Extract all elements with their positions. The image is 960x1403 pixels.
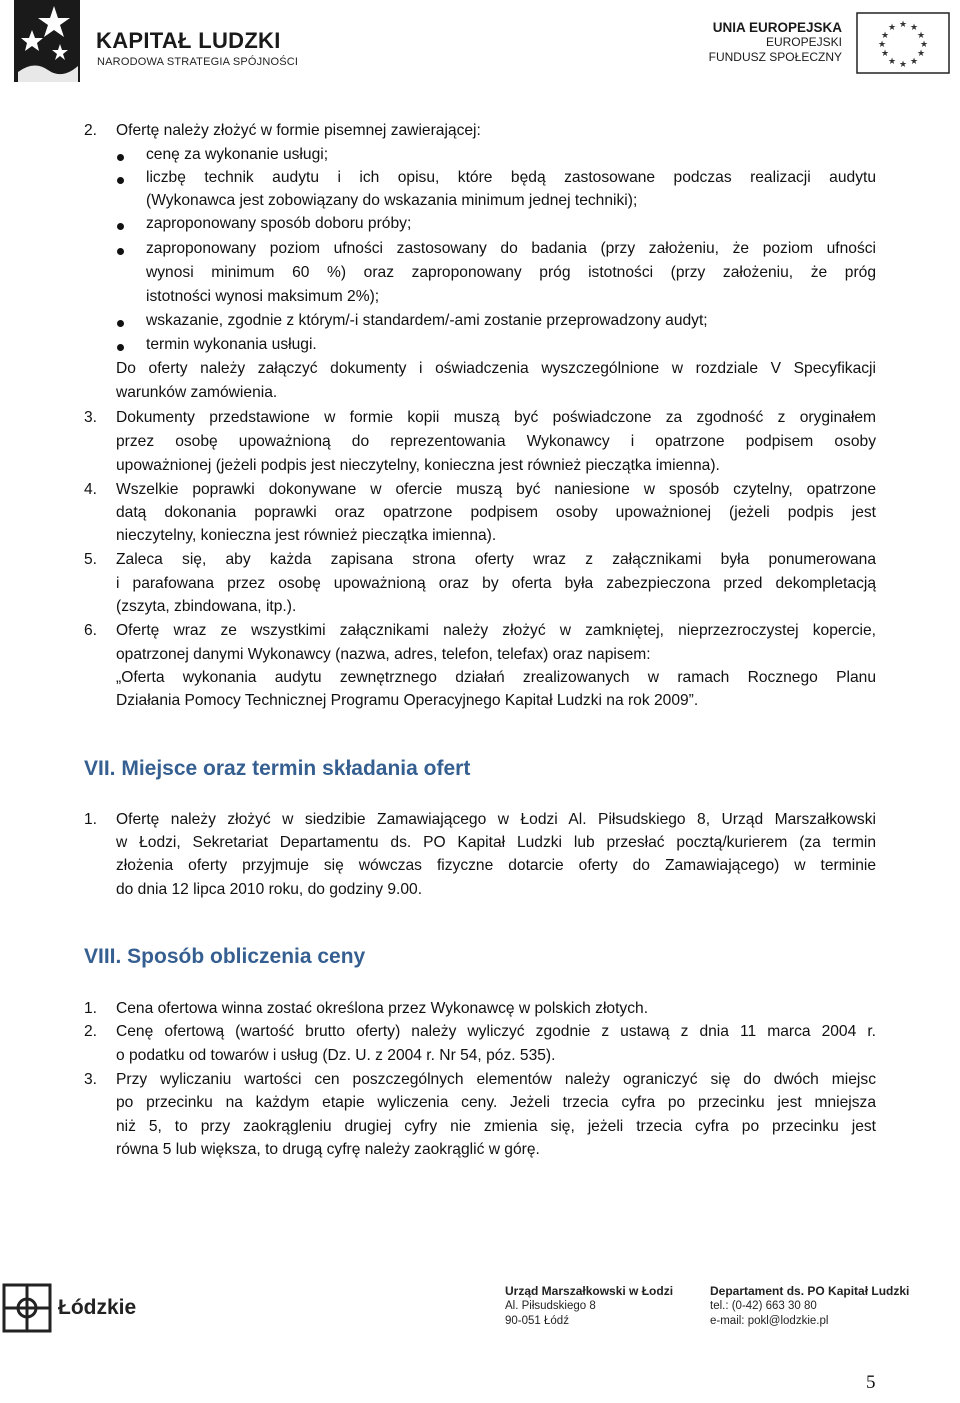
- page-number: 5: [866, 1372, 876, 1393]
- svg-text:★: ★: [898, 60, 908, 70]
- eu-fund-label: [709, 20, 842, 65]
- bullet-icon: [117, 223, 124, 230]
- bullet-text: zaproponowany poziom ufności zastosowany do badania (przy założeniu, że poziom ufności: [146, 240, 876, 257]
- bullet-icon: [117, 248, 124, 255]
- paragraph-line: warunków zamówienia.: [116, 384, 278, 401]
- office-address: [505, 1284, 673, 1329]
- paragraph-line: w Łodzi, Sekretariat Departamentu ds. PO Kapitał Ludzki lub przesłać pocztą/kurierem (za termin: [116, 834, 876, 851]
- paragraph-line: przez osobę upoważnioną do reprezentowania Wykonawcy i opatrzone podpisem osoby: [116, 433, 876, 450]
- item-number: 2.: [84, 122, 98, 139]
- bullet-text: cenę za wykonanie usługi;: [146, 146, 329, 163]
- item-number: 4.: [84, 481, 98, 498]
- section-heading: VIII. Sposób obliczenia ceny: [84, 945, 366, 968]
- department-phone: tel.: (0-42) 663 30 80: [710, 1300, 817, 1312]
- bullet-text: zaproponowany sposób doboru próby;: [146, 215, 412, 232]
- bullet-icon: [117, 177, 124, 184]
- paragraph-line: niż 5, to przy zaokrągleniu drugiej cyfry nie zmienia się, jeżeli trzecia cyfra po przecinku jest: [116, 1118, 876, 1135]
- paragraph-line: (zszyta, zbindowana, itp.).: [116, 598, 297, 615]
- bullet-text: wskazanie, zgodnie z którym/-i standardem/-ami zostanie przeprowadzony audyt;: [146, 312, 708, 329]
- paragraph-line: do dnia 12 lipca 2010 roku, do godziny 9.00.: [116, 881, 423, 898]
- paragraph-line: i parafowana przez osobę upoważnioną oraz by oferta była zabezpieczona przed dekompletacją: [116, 575, 876, 592]
- office-name: Urząd Marszałkowski w Łodzi: [505, 1284, 674, 1298]
- bullet-icon: [117, 344, 124, 351]
- paragraph-line: o podatku od towarów i usług (Dz. U. z 2004 r. Nr 54, póz. 535).: [116, 1047, 556, 1064]
- paragraph-line: datą dokonania poprawki oraz opatrzone podpisem osoby upoważnionej (jeżeli podpis jest: [116, 504, 876, 521]
- bullet-text-continued: (Wykonawca jest zobowiązany do wskazania minimum jednej techniki);: [146, 192, 638, 209]
- department-name: Departament ds. PO Kapitał Ludzki: [710, 1284, 910, 1298]
- bullet-icon: [117, 154, 124, 161]
- svg-text:★: ★: [880, 31, 890, 41]
- paragraph-line: Dokumenty przedstawione w formie kopii muszą być poświadczone za zgodność z oryginałem: [116, 409, 876, 426]
- svg-text:★: ★: [887, 57, 897, 67]
- item-number: 5.: [84, 551, 98, 568]
- item-number: 1.: [84, 1000, 98, 1017]
- eu-label-line3: FUNDUSZ SPOŁECZNY: [708, 50, 842, 64]
- paragraph-line: „Oferta wykonania audytu zewnętrznego działań zrealizowanych w ramach Rocznego Planu: [116, 669, 876, 686]
- svg-text:★: ★: [898, 20, 908, 30]
- item-number: 1.: [84, 811, 98, 828]
- paragraph-line: upoważnionej (jeżeli podpis jest nieczytelny, konieczna jest również pieczątka imienna).: [116, 457, 720, 474]
- office-address-line2: 90-051 Łódź: [505, 1315, 569, 1327]
- paragraph-line: złożenia oferty przyjmuje się wówczas fizyczne dotarcie oferty do Zamawiającego) w terminie: [116, 857, 876, 874]
- svg-text:★: ★: [916, 31, 926, 41]
- svg-text:★: ★: [909, 57, 919, 67]
- paragraph-line: Ofertę należy złożyć w siedzibie Zamawiającego w Łodzi Al. Piłsudskiego 8, Urząd Marszałkowski: [116, 811, 876, 828]
- paragraph-line: po przecinku na każdym etapie wyliczenia ceny. Jeżeli trzecia cyfra po przecinku jest mniejsza: [116, 1094, 876, 1111]
- svg-text:★: ★: [880, 49, 890, 59]
- item-number: 3.: [84, 1071, 98, 1088]
- paragraph-line: nieczytelny, konieczna jest również pieczątka imienna).: [116, 527, 497, 544]
- svg-text:★: ★: [909, 23, 919, 33]
- item-number: 6.: [84, 622, 98, 639]
- paragraph-line: Ofertę wraz ze wszystkimi załącznikami należy złożyć w zamkniętej, nieprzezroczystej kopercie,: [116, 622, 876, 639]
- bullet-text: termin wykonania usługi.: [146, 336, 317, 353]
- item-number: 2.: [84, 1023, 98, 1040]
- kapital-ludzki-subtitle: NARODOWA STRATEGIA SPÓJNOŚCI: [97, 56, 299, 68]
- office-address-line1: Al. Piłsudskiego 8: [505, 1300, 596, 1312]
- section-heading: VII. Miejsce oraz termin składania ofert: [84, 757, 471, 780]
- paragraph-line: Przy wyliczaniu wartości cen poszczególnych elementów należy ograniczyć się do dwóch miejsc: [116, 1071, 876, 1088]
- svg-text:★: ★: [877, 40, 887, 50]
- bullet-icon: [117, 320, 124, 327]
- paragraph-line: Wszelkie poprawki dokonywane w ofercie muszą być naniesione w sposób czytelny, opatrzone: [116, 481, 876, 498]
- lodzkie-logo-icon: [2, 1283, 52, 1333]
- svg-text:★: ★: [887, 23, 897, 33]
- paragraph-line: Do oferty należy załączyć dokumenty i oświadczenia wyszczególnione w rozdziale V Specyfikacji: [116, 360, 876, 377]
- bullet-text-continued: istotności wynosi maksimum 2%);: [146, 288, 380, 305]
- svg-text:★: ★: [916, 49, 926, 59]
- eu-label-line1: UNIA EUROPEJSKA: [712, 20, 842, 35]
- kapital-ludzki-logo-icon: [14, 0, 80, 82]
- item-number: 3.: [84, 409, 98, 426]
- item-text: Ofertę należy złożyć w formie pisemnej zawierającej:: [116, 122, 481, 139]
- paragraph-line: równa 5 lub większa, to drugą cyfrę należy zaokrąglić w górę.: [116, 1141, 540, 1158]
- svg-text:★: ★: [919, 40, 929, 50]
- paragraph-line: Zaleca się, aby każda zapisana strona oferty wraz z załącznikami była ponumerowana: [116, 551, 876, 568]
- department-contact: [710, 1284, 909, 1329]
- eu-flag-icon: [856, 12, 950, 74]
- lodzkie-brand-text: Łódzkie: [58, 1296, 137, 1319]
- paragraph-line: Cenę ofertową (wartość brutto oferty) należy wyliczyć zgodnie z ustawą z dnia 11 marca 2004 r.: [116, 1023, 876, 1040]
- bullet-text-continued: wynosi minimum 60 %) oraz zaproponowany próg istotności (przy założeniu, że próg: [146, 264, 876, 281]
- kapital-ludzki-title: KAPITAŁ LUDZKI: [96, 28, 281, 53]
- department-email: e-mail: pokl@lodzkie.pl: [710, 1315, 829, 1327]
- paragraph-line: opatrzonej danymi Wykonawcy (nazwa, adres, telefon, telefax) oraz napisem:: [116, 646, 651, 663]
- paragraph-line: Cena ofertowa winna zostać określona przez Wykonawcę w polskich złotych.: [116, 1000, 649, 1017]
- bullet-text: liczbę technik audytu i ich opisu, które będą zastosowane podczas realizacji audytu: [146, 169, 876, 186]
- eu-label-line2: EUROPEJSKI: [765, 35, 842, 49]
- paragraph-line: Działania Pomocy Technicznej Programu Operacyjnego Kapitał Ludzki na rok 2009”.: [116, 692, 699, 709]
